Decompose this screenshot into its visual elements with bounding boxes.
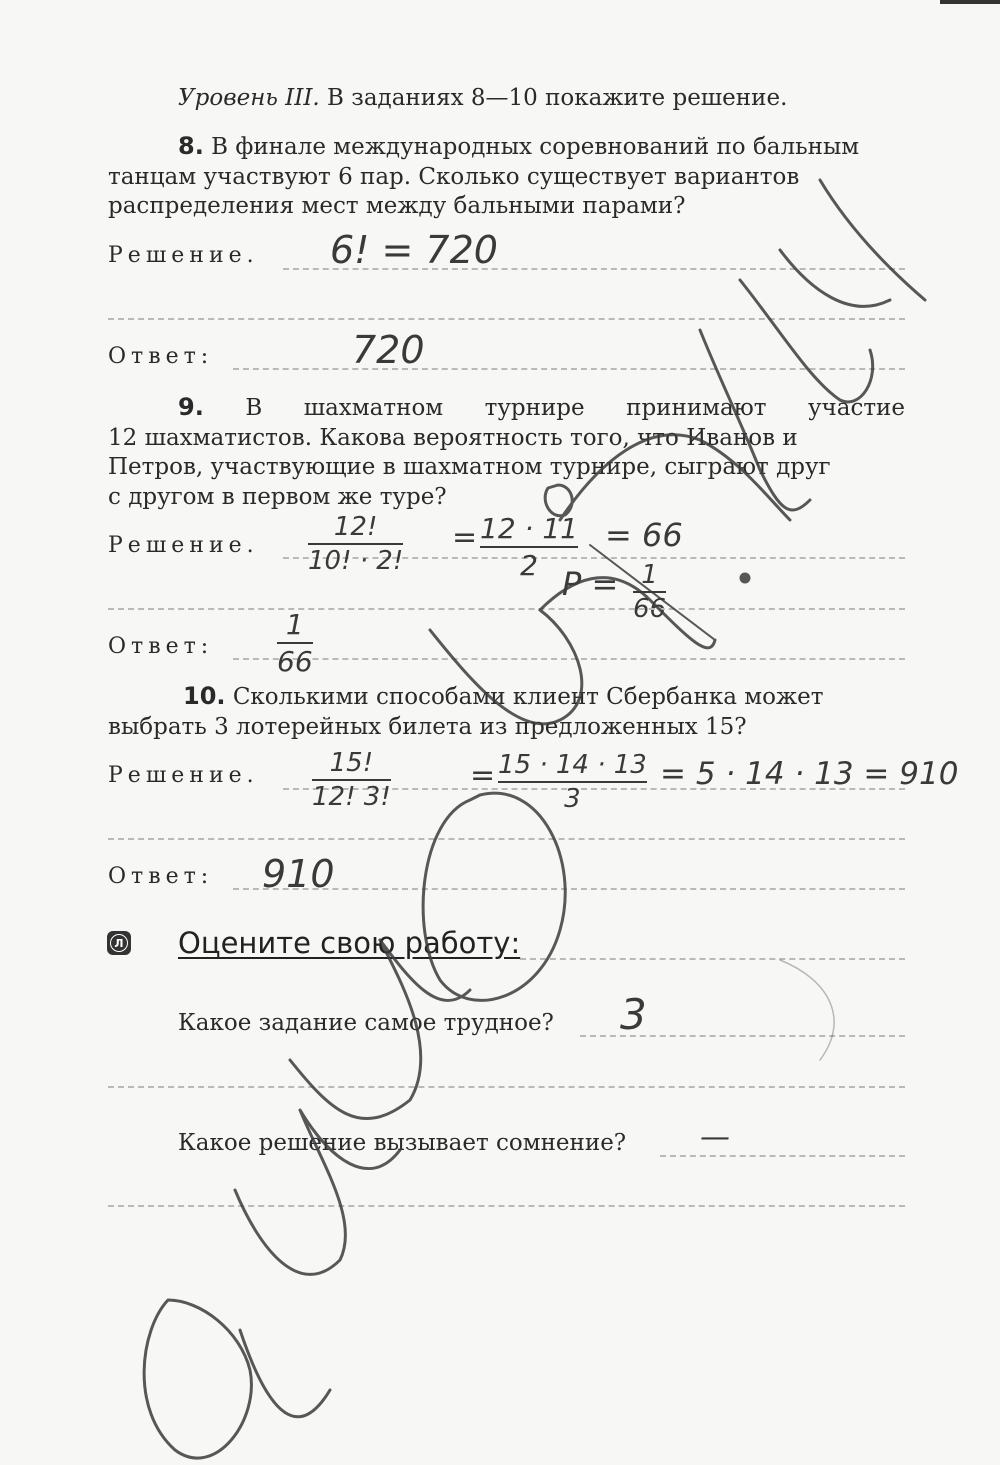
question-doubtful-solution: Какое решение вызывает сомнение? xyxy=(178,1130,627,1156)
question-hardest-task: Какое задание самое трудное? xyxy=(178,1010,554,1036)
handwritten-solution-8: 6! = 720 xyxy=(330,228,498,272)
answer-label-9: Ответ: xyxy=(108,634,214,659)
evaluation-title: Оцените свою работу: xyxy=(178,926,521,960)
solution-label-9: Решение. xyxy=(108,533,259,558)
task-8: 8. В финале международных соревнований по бальным танцам участвуют 6 пар. Сколько существует вариантов распределения мест между бальными парами? xyxy=(108,132,860,219)
answer-line xyxy=(108,608,905,610)
handwritten-answer-hardest: 3 xyxy=(620,990,647,1039)
solution-label-8: Решение. xyxy=(108,243,259,268)
answer-line xyxy=(233,368,905,370)
solution-label-10: Решение. xyxy=(108,763,259,788)
handwritten-fraction: 15! 12! 3! xyxy=(312,748,391,812)
self-check-icon: Л xyxy=(107,931,131,955)
answer-line xyxy=(108,1086,905,1088)
corner-mark xyxy=(940,0,1000,4)
answer-line xyxy=(233,658,905,660)
handwritten-equals: = xyxy=(470,758,496,793)
handwritten-fraction: 12 · 11 2 xyxy=(480,512,578,582)
level-intro: Уровень III. В заданиях 8—10 покажите решение. xyxy=(178,85,788,111)
answer-label-8: Ответ: xyxy=(108,344,214,369)
handwritten-fraction: 12! 10! · 2! xyxy=(308,512,404,576)
answer-line xyxy=(660,1155,905,1157)
handwritten-answer-8: 720 xyxy=(352,328,425,372)
answer-line xyxy=(108,318,905,320)
handwritten-equals: = xyxy=(452,520,478,555)
answer-line xyxy=(108,1205,905,1207)
task-10: 10. Сколькими способами клиент Сбербанка может выбрать 3 лотерейных билета из предложенных 15? xyxy=(108,682,824,740)
handwritten-answer-10: 910 xyxy=(262,852,335,896)
answer-line xyxy=(520,958,905,960)
answer-line xyxy=(108,838,905,840)
handwritten-result: = 5 · 14 · 13 = 910 xyxy=(660,756,959,792)
handwritten-answer-doubt: — xyxy=(700,1120,730,1155)
handwritten-fraction: 15 · 14 · 13 3 xyxy=(498,750,647,814)
handwritten-answer-9: 1 66 xyxy=(277,608,313,678)
handwritten-probability: 1 66 xyxy=(633,560,667,624)
handwritten-probability-label: P = xyxy=(562,565,619,603)
task-9: 9. В шахматном турнире принимают участие 12 шахматистов. Какова вероятность того, что Иванов и Петров, участвующие в шахматном турнире, сыграют друг с другом в первом же туре? xyxy=(108,393,905,510)
answer-label-10: Ответ: xyxy=(108,864,214,889)
handwritten-result: = 66 xyxy=(605,516,683,554)
